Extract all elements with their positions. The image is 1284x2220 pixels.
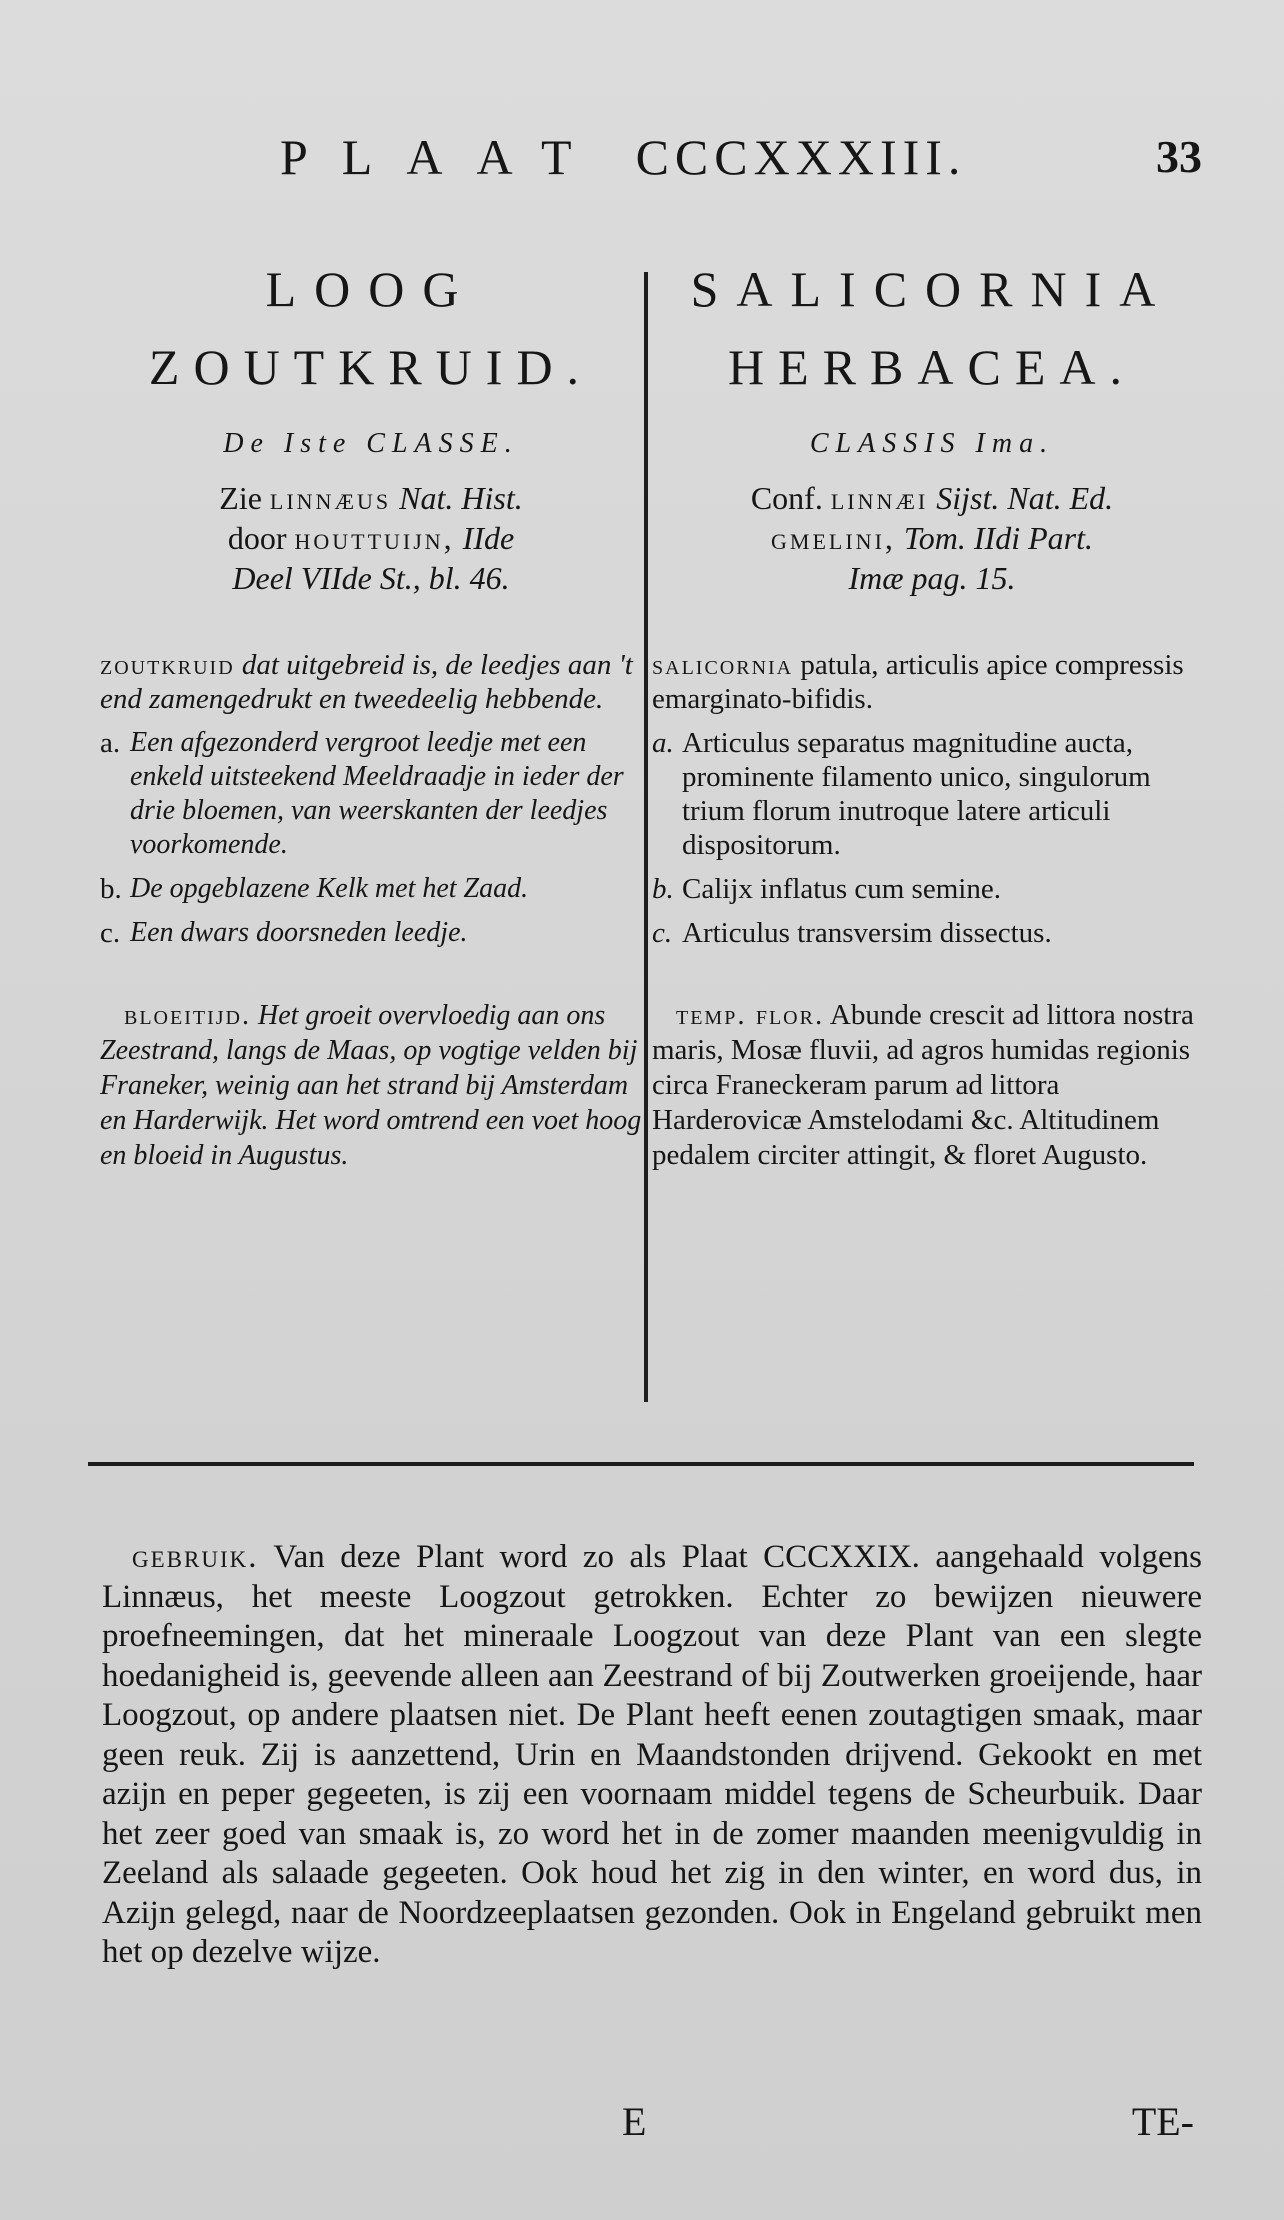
- page-number: 33: [1156, 131, 1202, 182]
- dutch-reference-line-1: [100, 478, 642, 518]
- item-text: De opgeblazene Kelk met het Zaad.: [130, 873, 529, 904]
- dutch-title-line-2: ZOUTKRUID.: [148, 339, 594, 395]
- plate-numeral: CCCXXXIII.: [635, 129, 967, 185]
- dutch-description: [100, 648, 642, 716]
- latin-title-line-1: SALICORNIA: [690, 261, 1174, 317]
- item-text: Calijx inflatus cum semine.: [682, 873, 1001, 905]
- latin-reference-line-3: Imæ pag. 15.: [848, 560, 1016, 596]
- gebruik-text: Van deze Plant word zo als Plaat CCCXXIX. aangehaald volgens Linnæus, het meeste Loogzout getrokken. Echter zo bewijzen nieuwere proefneemingen, dat het mineraale Loogzout van deze Plant van een slegte hoedanigheid is, geevende alleen aan Zeestrand of bij Zoutwerken groeijende, haar Loogzout, op andere plaatsen niet. De Plant heeft eenen zoutagtigen smaak, maar geen reuk. Zij is aanzettend, Urin en Maandstonden drijvend. Gekookt en met azijn en peper gegeeten, is zij een voornaam middel tegens de Scheurbuik. Daar het zeer goed van smaak is, zo word het in de zomer maanden meenigvuldig in Zeeland als salaade gegeeten. Ook houd het zig in den winter, en word dus, in Azijn gelegd, naar de Noordzeeplaatsen gezonden. Ook in Engeland gebruikt men het op dezelve wijze.: [102, 1539, 1202, 1970]
- column-divider: [644, 272, 648, 1402]
- dutch-reference-line-3: Deel VIIde St., bl. 46.: [232, 560, 510, 596]
- temp-flor-text: Abunde crescit ad littora nostra maris, Mosæ fluvii, ad agros humidas regionis circa Franeckeram parum ad littora Harderovicæ Amstelodami &c. Altitudinem pedalem circiter attingit, & floret Augusto.: [652, 999, 1194, 1171]
- figure-item-a: [652, 726, 1212, 862]
- plate-word: PLAAT: [280, 129, 606, 185]
- ref-word: Zie: [219, 480, 262, 516]
- ref-author: linnæus: [269, 480, 392, 516]
- ref-work: Nat. Hist.: [399, 480, 523, 516]
- latin-title-line-2: HERBACEA.: [728, 339, 1136, 395]
- ref-volume: IIde: [462, 520, 515, 556]
- item-marker: a.: [652, 727, 674, 759]
- description-lead: salicornia: [652, 649, 794, 681]
- temp-flor-paragraph: [652, 998, 1212, 1173]
- description-text: patula, articulis apice compressis emarginato-bifidis.: [652, 649, 1184, 715]
- item-text: Een afgezonderd vergroot leedje met een enkeld uitsteekend Meeldraadje in ieder der drie bloemen, van weerskanten der leedjes voorkomende.: [130, 727, 624, 860]
- ref-word: door: [227, 520, 287, 556]
- dutch-class: De Iste CLASSE.: [223, 428, 519, 459]
- item-text: Articulus separatus magnitudine aucta, prominente filamento unico, singulorum trium florum inutroque latere articuli dispositorum.: [682, 727, 1151, 861]
- dutch-reference-line-2: [100, 518, 642, 558]
- ref-word: Conf.: [750, 480, 823, 516]
- bloeitijd-text: Het groeit overvloedig aan ons Zeestrand, langs de Maas, op vogtige velden bij Franeker, weinig aan het strand bij Amsterdam en Harderwijk. Het word omtrend een voet hoog en bloeid in Augustus.: [100, 1000, 642, 1171]
- item-marker: c.: [652, 917, 673, 949]
- figure-item-b: [100, 872, 642, 906]
- ref-volume: Tom. IIdi Part.: [903, 520, 1093, 556]
- item-text: Een dwars doorsneden leedje.: [130, 917, 468, 948]
- catchword: TE-: [1131, 2099, 1194, 2144]
- signature-mark: E: [622, 2099, 647, 2144]
- latin-description: [652, 648, 1212, 716]
- gebruik-lead: gebruik.: [132, 1539, 259, 1575]
- figure-item-c: [652, 916, 1212, 950]
- item-text: Articulus transversim dissectus.: [682, 917, 1052, 949]
- item-marker: b.: [100, 873, 122, 905]
- latin-column: [652, 250, 1212, 1173]
- running-head: [0, 128, 1284, 188]
- ref-author: gmelini,: [771, 520, 896, 556]
- latin-class: CLASSIS Ima.: [809, 428, 1055, 459]
- temp-flor-lead: temp. flor.: [676, 999, 825, 1031]
- ref-author: houttuijn,: [294, 520, 455, 556]
- figure-item-a: [100, 726, 642, 862]
- bloeitijd-paragraph: [100, 998, 642, 1173]
- gebruik-paragraph: [102, 1538, 1202, 1973]
- latin-reference-line-2: [652, 518, 1212, 558]
- item-marker: b.: [652, 873, 674, 905]
- description-text: dat uitgebreid is, de leedjes aan 't end zamengedrukt en tweedeelig hebbende.: [100, 649, 633, 715]
- figure-item-c: [100, 916, 642, 950]
- latin-reference-line-1: [652, 478, 1212, 518]
- ref-work: Sijst. Nat. Ed.: [936, 480, 1114, 516]
- plate-heading: [280, 128, 966, 186]
- figure-item-b: [652, 872, 1212, 906]
- bloeitijd-lead: bloeitijd.: [124, 1000, 251, 1031]
- description-lead: zoutkruid: [100, 649, 235, 681]
- item-marker: c.: [100, 917, 121, 949]
- ref-author: linnæi: [830, 480, 929, 516]
- dutch-column: [100, 250, 642, 1173]
- section-rule: [88, 1462, 1194, 1466]
- dutch-title-line-1: LOOG: [265, 261, 477, 317]
- item-marker: a.: [100, 727, 121, 759]
